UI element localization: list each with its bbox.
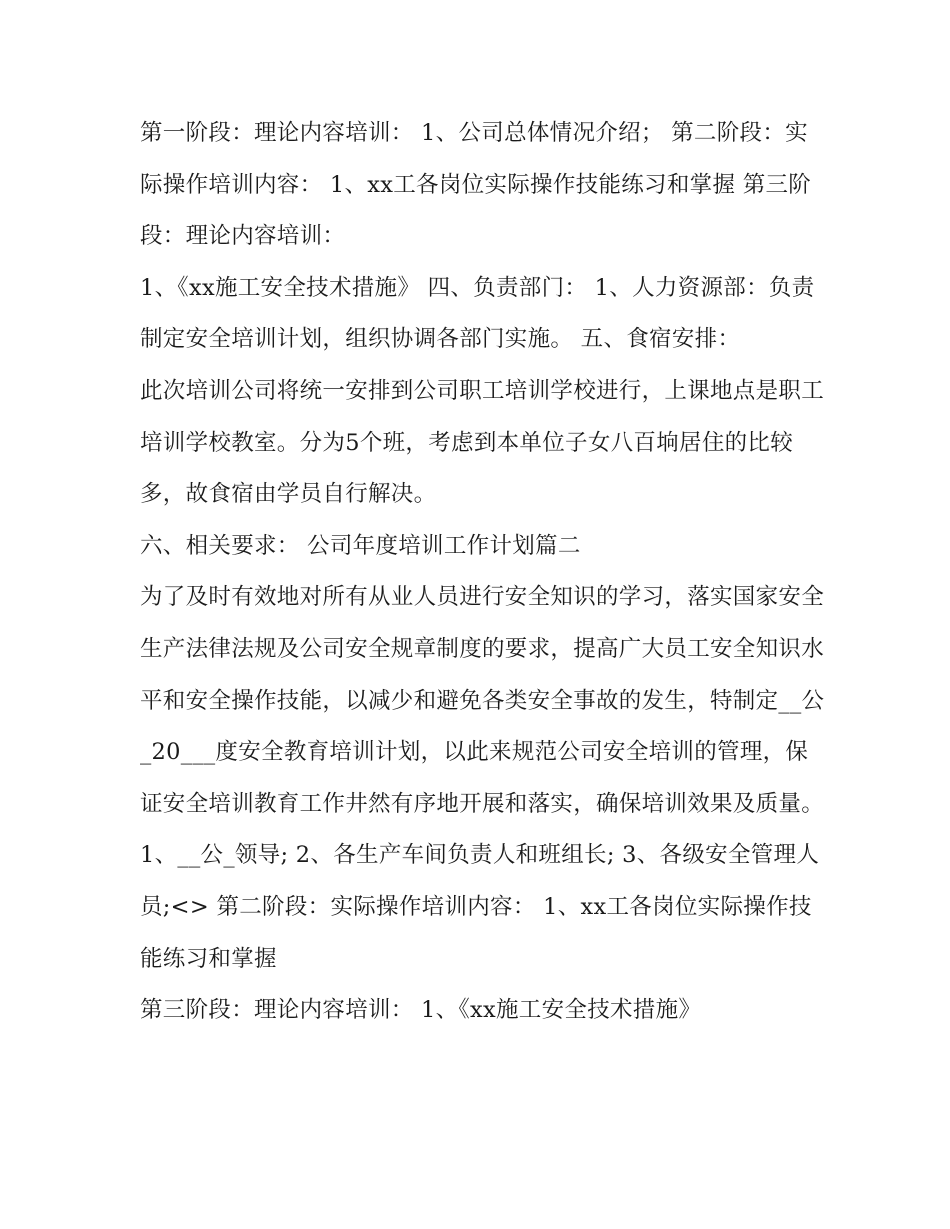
paragraph-training-stages: 第一阶段：理论内容培训： 1、公司总体情况介绍； 第二阶段：实际操作培训内容： 1、xx工各岗位实际操作技能练习和掌握 第三阶段：理论内容培训：: [140, 120, 812, 250]
document-body: [140, 108, 830, 1037]
paragraph-stage-three: 第三阶段：理论内容培训： 1、《xx施工安全技术措施》: [140, 997, 702, 1024]
paragraph-safety-plan-intro: 为了及时有效地对所有从业人员进行安全知识的学习，落实国家安全生产法律法规及公司安全规章制度的要求，提高广大员工安全知识水平和安全操作技能，以减少和避免各类安全事故的发生，特制定__公_20___度安全教育培训计划，以此来规范公司安全培训的管理，保证安全培训教育工作井然有序地开展和落实，确保培训效果及质量。: [140, 584, 825, 817]
paragraph-participants: 1、__公_领导; 2、各生产车间负责人和班组长; 3、各级安全管理人员;<> 第二阶段：实际操作培训内容： 1、xx工各岗位实际操作技能练习和掌握: [140, 842, 820, 972]
paragraph-accommodation: 此次培训公司将统一安排到公司职工培训学校进行，上课地点是职工培训学校教室。分为5个班，考虑到本单位子女八百垧居住的比较多，故食宿由学员自行解决。: [140, 377, 825, 508]
paragraph-responsible-department: 1、《xx施工安全技术措施》 四、负责部门： 1、人力资源部：负责制定安全培训计划，组织协调各部门实施。 五、食宿安排：: [140, 274, 815, 353]
paragraph-requirements-heading: 六、相关要求： 公司年度培训工作计划篇二: [140, 532, 581, 559]
